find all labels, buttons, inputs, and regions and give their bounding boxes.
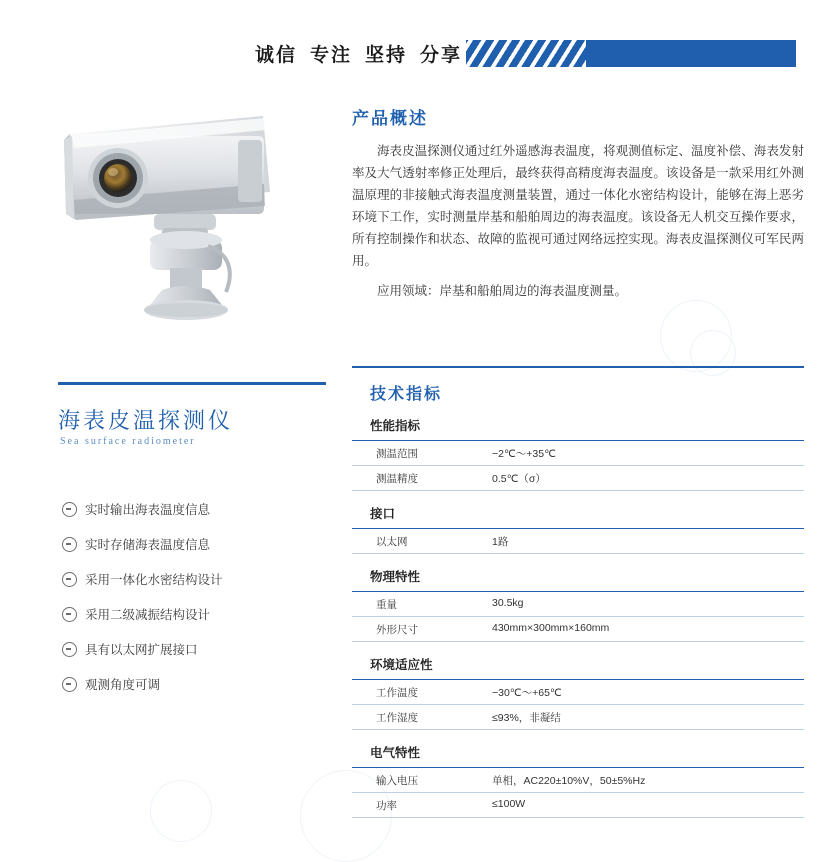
spec-value: 30.5kg	[492, 597, 524, 609]
spec-key: 测温精度	[376, 473, 418, 485]
page-header	[0, 34, 830, 76]
spec-value: ≤100W	[492, 798, 526, 810]
spec-value: −30℃～+65℃	[492, 687, 562, 699]
list-item	[62, 531, 342, 557]
feature-label: 采用二级减振结构设计	[85, 608, 211, 622]
feature-label: 实时存储海表温度信息	[85, 538, 211, 552]
bullet-circle-icon	[62, 642, 77, 657]
spec-group-title: 性能指标	[352, 416, 804, 441]
table-row	[352, 529, 804, 554]
table-row	[352, 592, 804, 617]
header-slogan	[255, 40, 475, 67]
product-photo	[58, 96, 328, 326]
table-row	[352, 793, 804, 818]
list-item	[62, 496, 342, 522]
feature-label: 具有以太网扩展接口	[85, 643, 198, 657]
bullet-circle-icon	[62, 572, 77, 587]
header-decorative-bar	[466, 40, 796, 67]
spec-key: 测温范围	[376, 448, 418, 460]
spec-key: 以太网	[376, 536, 408, 548]
feature-label: 实时输出海表温度信息	[85, 503, 211, 517]
feature-label: 采用一体化水密结构设计	[85, 573, 223, 587]
spec-key: 工作湿度	[376, 712, 418, 724]
table-row	[352, 768, 804, 793]
watermark-circle	[150, 780, 212, 842]
table-row	[352, 466, 804, 491]
spec-value: −2℃～+35℃	[492, 448, 556, 460]
product-name-en: Sea surface radiometer	[60, 436, 196, 447]
header-stripes	[466, 40, 586, 67]
spec-group	[352, 416, 804, 491]
product-title-rule	[58, 382, 326, 385]
list-item	[62, 601, 342, 627]
bullet-circle-icon	[62, 502, 77, 517]
spec-panel	[352, 366, 804, 831]
spec-group	[352, 567, 804, 642]
spec-group-title: 环境适应性	[352, 655, 804, 680]
spec-key: 功率	[376, 800, 397, 812]
table-row	[352, 617, 804, 642]
spec-value: ≤93%，非凝结	[492, 712, 561, 724]
spec-value: 1路	[492, 536, 509, 548]
spec-key: 输入电压	[376, 775, 418, 787]
bullet-circle-icon	[62, 677, 77, 692]
overview-title: 产品概述	[352, 109, 428, 128]
slogan-word-1: 诚信	[255, 45, 298, 66]
list-item	[62, 566, 342, 592]
bullet-circle-icon	[62, 537, 77, 552]
spec-group	[352, 743, 804, 818]
list-item	[62, 636, 342, 662]
product-name-cn: 海表皮温探测仪	[58, 408, 234, 433]
list-item	[62, 671, 342, 697]
spec-key: 外形尺寸	[376, 624, 418, 636]
slogan-word-4: 分享	[420, 45, 463, 66]
spec-value: 单相，AC220±10%V，50±5%Hz	[492, 775, 646, 787]
spec-value: 430mm×300mm×160mm	[492, 622, 610, 634]
slogan-word-2: 专注	[310, 45, 353, 66]
spec-group	[352, 504, 804, 554]
overview-section	[352, 104, 804, 310]
spec-title: 技术指标	[370, 386, 443, 403]
table-row	[352, 441, 804, 466]
table-row	[352, 680, 804, 705]
feature-label: 观测角度可调	[85, 678, 161, 692]
spec-group-title: 电气特性	[352, 743, 804, 768]
spec-value: 0.5℃（σ）	[492, 473, 546, 485]
overview-paragraph-1: 海表皮温探测仪通过红外遥感海表温度，将观测值标定、温度补偿、海表发射率及大气透射率修正处理后，最终获得高精度海表温度。该设备是一款采用红外测温原理的非接触式海表温度测量装置，通过一体化水密结构设计，能够在海上恶劣环境下工作，实时测量岸基和船舶周边的海表温度。该设备无人机交互操作要求，所有控制操作和状态、故障的监视可通过网络远控实现。海表皮温探测仪可军民两用。	[352, 144, 804, 268]
bullet-circle-icon	[62, 607, 77, 622]
spec-key: 工作温度	[376, 687, 418, 699]
feature-list	[62, 496, 342, 706]
spec-group-title: 物理特性	[352, 567, 804, 592]
spec-key: 重量	[376, 599, 397, 611]
slogan-word-3: 坚持	[365, 45, 408, 66]
table-row	[352, 705, 804, 730]
overview-paragraph-2: 应用领域：岸基和船舶周边的海表温度测量。	[377, 284, 628, 298]
spec-group	[352, 655, 804, 730]
spec-group-title: 接口	[352, 504, 804, 529]
